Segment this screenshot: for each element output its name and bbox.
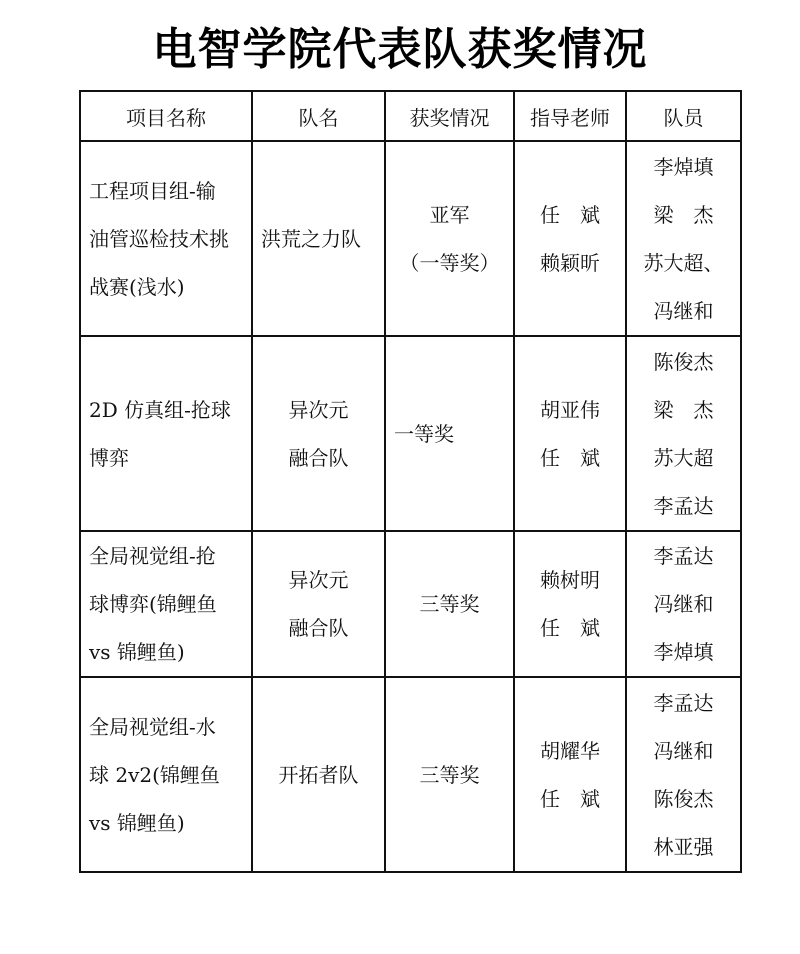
cell-award xyxy=(385,531,514,677)
header-advisors: 指导老师 xyxy=(514,91,626,141)
cell-project xyxy=(80,336,252,531)
cell-advisors xyxy=(514,531,626,677)
cell-members xyxy=(626,336,741,531)
members-line: 李焯填 xyxy=(653,640,714,664)
cell-project xyxy=(80,141,252,336)
members-line: 陈俊杰 xyxy=(653,349,714,374)
advisors-line: 任 斌 xyxy=(540,786,600,811)
header-award: 获奖情况 xyxy=(385,91,514,141)
award-line: 亚军 xyxy=(429,202,470,227)
table-header-row xyxy=(80,91,741,141)
award-line: 一等奖 xyxy=(394,421,454,446)
award-line: 三等奖 xyxy=(419,762,480,787)
members-line: 李孟达 xyxy=(653,544,714,568)
table-row xyxy=(80,141,741,336)
cell-award xyxy=(385,677,514,872)
cell-members xyxy=(626,677,741,872)
cell-project xyxy=(80,677,252,872)
project-line: 球博弈(锦鲤鱼 xyxy=(89,592,217,616)
project-line: 2D 仿真组-抢球 xyxy=(89,397,231,422)
table-row xyxy=(80,336,741,531)
team-line: 开拓者队 xyxy=(278,762,359,787)
award-line: （一等奖） xyxy=(399,250,500,275)
page-title: 电智学院代表队获奖情况 xyxy=(152,24,648,75)
team-line: 融合队 xyxy=(288,445,349,470)
header-project: 项目名称 xyxy=(80,91,252,141)
team-line: 融合队 xyxy=(288,616,349,640)
cell-team xyxy=(252,336,385,531)
cell-team xyxy=(252,677,385,872)
members-line: 李孟达 xyxy=(653,690,714,715)
table-row xyxy=(80,531,741,677)
members-line: 李焯填 xyxy=(653,154,714,179)
members-line: 冯继和 xyxy=(653,298,714,323)
advisors-line: 任 斌 xyxy=(540,202,600,227)
project-line: vs 锦鲤鱼) xyxy=(89,810,185,835)
advisors-line: 任 斌 xyxy=(540,445,600,470)
members-line: 冯继和 xyxy=(653,592,714,616)
members-line: 陈俊杰 xyxy=(653,786,714,811)
cell-members xyxy=(626,531,741,677)
project-line: 博弈 xyxy=(89,445,129,470)
members-line: 苏大超、 xyxy=(643,250,724,275)
cell-project xyxy=(80,531,252,677)
team-line: 异次元 xyxy=(288,568,349,592)
project-line: 球 2v2(锦鲤鱼 xyxy=(89,762,220,787)
table-row xyxy=(80,677,741,872)
header-members: 队员 xyxy=(626,91,741,141)
advisors-line: 胡亚伟 xyxy=(540,397,600,422)
advisors-line: 胡耀华 xyxy=(540,738,600,763)
project-line: vs 锦鲤鱼) xyxy=(89,640,185,664)
project-line: 油管巡检技术挑 xyxy=(89,226,229,251)
project-line: 战赛(浅水) xyxy=(89,274,185,299)
awards-table xyxy=(79,90,742,873)
team-line: 异次元 xyxy=(288,397,349,422)
cell-advisors xyxy=(514,141,626,336)
cell-award xyxy=(385,336,514,531)
team-line: 洪荒之力队 xyxy=(261,226,361,251)
advisors-line: 赖树明 xyxy=(540,568,600,592)
cell-team xyxy=(252,531,385,677)
advisors-line: 任 斌 xyxy=(540,616,600,640)
members-line: 苏大超 xyxy=(653,445,714,470)
cell-award xyxy=(385,141,514,336)
members-line: 林亚强 xyxy=(653,834,714,859)
cell-members xyxy=(626,141,741,336)
project-line: 全局视觉组-抢 xyxy=(89,544,216,568)
members-line: 冯继和 xyxy=(653,738,714,763)
award-line: 三等奖 xyxy=(419,592,480,616)
cell-advisors xyxy=(514,336,626,531)
cell-team xyxy=(252,141,385,336)
members-line: 李孟达 xyxy=(653,493,714,518)
members-line: 梁 杰 xyxy=(653,202,714,227)
project-line: 全局视觉组-水 xyxy=(89,714,216,739)
cell-advisors xyxy=(514,677,626,872)
members-line: 梁 杰 xyxy=(653,397,714,422)
header-team: 队名 xyxy=(252,91,385,141)
project-line: 工程项目组-输 xyxy=(89,178,216,203)
advisors-line: 赖颖昕 xyxy=(540,250,600,275)
